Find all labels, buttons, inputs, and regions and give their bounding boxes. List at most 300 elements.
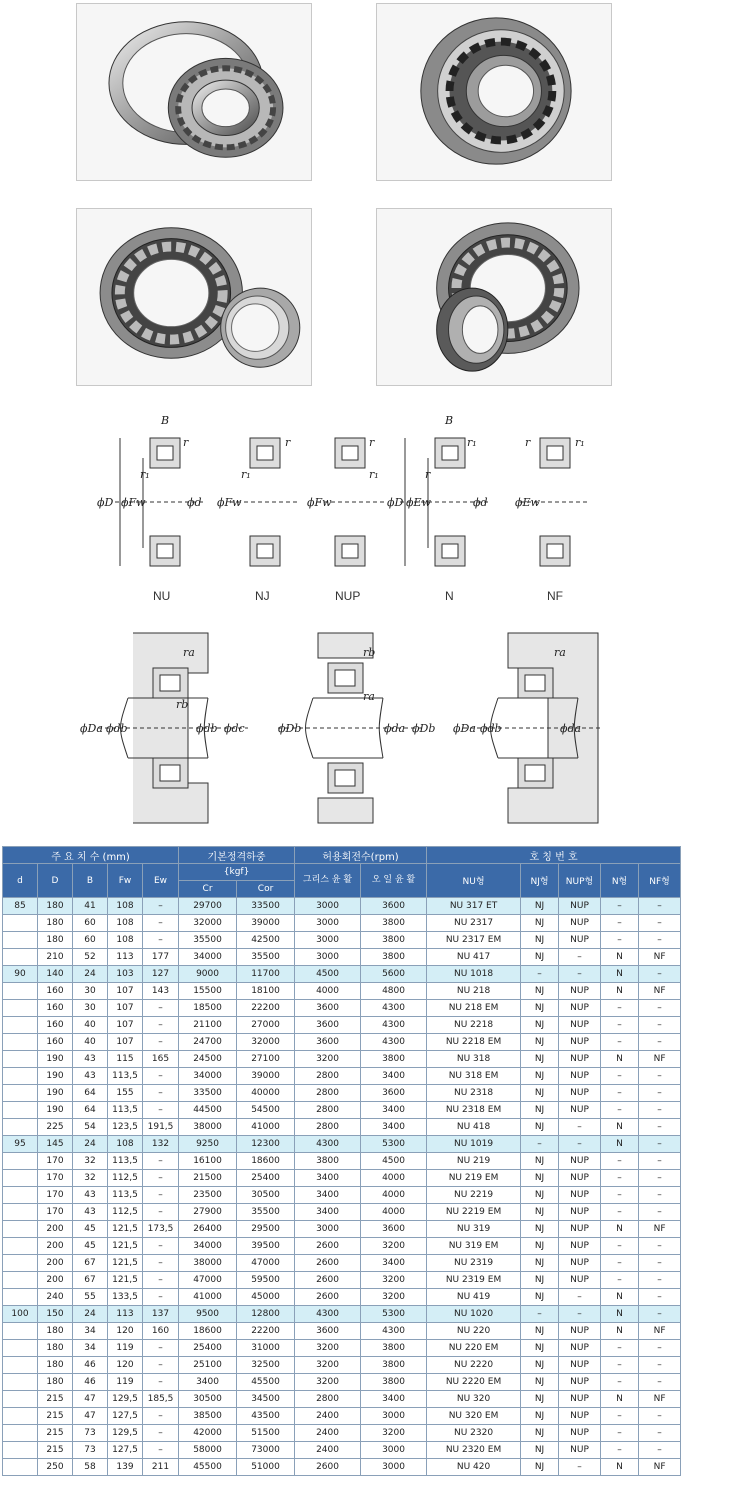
table-cell: NJ — [521, 1238, 559, 1255]
table-cell: – — [601, 1238, 639, 1255]
table-cell: 160 — [38, 1017, 73, 1034]
header-load: 기본정격하중 — [179, 847, 295, 864]
table-cell: 4000 — [361, 1170, 427, 1187]
table-cell: 9500 — [179, 1306, 237, 1323]
table-cell: 190 — [38, 1068, 73, 1085]
table-cell — [3, 1085, 38, 1102]
label-Ew-n: ϕEw — [406, 496, 431, 509]
table-row — [3, 1204, 681, 1221]
table-cell: 35500 — [237, 1204, 295, 1221]
table-cell: 30 — [73, 983, 108, 1000]
table-cell: 113 — [108, 1306, 143, 1323]
table-cell: N — [601, 966, 639, 983]
table-row — [3, 1221, 681, 1238]
table-cell: 29700 — [179, 898, 237, 915]
table-cell: 4300 — [295, 1136, 361, 1153]
table-cell: 95 — [3, 1136, 38, 1153]
table-cell: NJ — [521, 1034, 559, 1051]
table-cell: NJ — [521, 1425, 559, 1442]
table-cell: 140 — [38, 966, 73, 983]
label-da-mid: ϕda — [384, 722, 406, 735]
label-ra-mid: ra — [363, 690, 375, 703]
table-cell: 41000 — [237, 1119, 295, 1136]
table-cell: 33500 — [179, 1085, 237, 1102]
table-cell: – — [601, 1340, 639, 1357]
table-cell — [3, 1204, 38, 1221]
table-cell: NJ — [521, 1204, 559, 1221]
table-cell: NUP — [559, 1374, 601, 1391]
table-cell: 113,5 — [108, 1153, 143, 1170]
table-cell: 4300 — [295, 1306, 361, 1323]
table-cell: 64 — [73, 1085, 108, 1102]
table-cell: 3200 — [295, 1051, 361, 1068]
table-row — [3, 915, 681, 932]
table-cell — [3, 949, 38, 966]
table-cell: 24 — [73, 966, 108, 983]
table-cell: 4000 — [295, 983, 361, 1000]
table-cell: – — [559, 1459, 601, 1476]
col-d: d — [3, 864, 38, 898]
table-cell: – — [639, 1238, 681, 1255]
table-cell: – — [639, 1442, 681, 1459]
table-cell: 127,5 — [108, 1408, 143, 1425]
table-row — [3, 1289, 681, 1306]
table-cell: 4300 — [361, 1323, 427, 1340]
table-cell: NUP — [559, 1034, 601, 1051]
table-cell: 177 — [143, 949, 179, 966]
table-cell: – — [601, 1000, 639, 1017]
label-r-nj: r — [285, 436, 291, 449]
table-cell: NU 2318 EM — [427, 1102, 521, 1119]
table-cell: 173,5 — [143, 1221, 179, 1238]
label-Db-mid: ϕDb — [278, 722, 302, 735]
table-cell: NUP — [559, 932, 601, 949]
col-D: D — [38, 864, 73, 898]
table-cell: 4300 — [361, 1034, 427, 1051]
table-row — [3, 1068, 681, 1085]
table-cell: – — [639, 1170, 681, 1187]
table-cell: 42500 — [237, 932, 295, 949]
table-cell: NJ — [521, 1085, 559, 1102]
table-cell — [3, 1289, 38, 1306]
table-cell — [3, 1221, 38, 1238]
table-cell: 2400 — [295, 1425, 361, 1442]
table-cell: 120 — [108, 1323, 143, 1340]
table-cell: 18600 — [237, 1153, 295, 1170]
table-cell: 35500 — [179, 932, 237, 949]
table-cell: N — [601, 1289, 639, 1306]
table-cell: 3400 — [295, 1204, 361, 1221]
bearing-photo-2 — [376, 3, 612, 181]
table-row — [3, 1272, 681, 1289]
table-cell: 127,5 — [108, 1442, 143, 1459]
col-oil: 오 일 윤 활 — [361, 864, 427, 898]
table-cell: 60 — [73, 915, 108, 932]
table-cell: 3400 — [295, 1187, 361, 1204]
table-cell — [3, 1272, 38, 1289]
table-cell: NU 2220 — [427, 1357, 521, 1374]
table-cell: 40 — [73, 1017, 108, 1034]
table-cell: NJ — [521, 1357, 559, 1374]
table-cell: – — [601, 1068, 639, 1085]
table-cell: 3000 — [361, 1408, 427, 1425]
label-B-n: B — [445, 414, 454, 427]
table-cell: – — [639, 898, 681, 915]
table-cell: NF — [639, 1051, 681, 1068]
table-cell: 51500 — [237, 1425, 295, 1442]
table-cell: – — [601, 1170, 639, 1187]
col-grease: 그리스 윤 활 — [295, 864, 361, 898]
table-cell: 3800 — [361, 1374, 427, 1391]
table-cell: – — [143, 932, 179, 949]
label-d-n: ϕd — [473, 496, 488, 509]
col-NUP: NUP형 — [559, 864, 601, 898]
table-row — [3, 932, 681, 949]
table-cell: – — [639, 1272, 681, 1289]
table-cell: 34 — [73, 1340, 108, 1357]
table-cell: 18100 — [237, 983, 295, 1000]
table-cell: NJ — [521, 983, 559, 1000]
table-cell: – — [143, 1034, 179, 1051]
table-cell: 107 — [108, 1000, 143, 1017]
table-cell: 100 — [3, 1306, 38, 1323]
table-cell: – — [143, 1340, 179, 1357]
table-cell: 112,5 — [108, 1170, 143, 1187]
bearing-photo-1-image — [77, 4, 311, 180]
table-cell: NUP — [559, 1068, 601, 1085]
table-cell: 211 — [143, 1459, 179, 1476]
table-row — [3, 1391, 681, 1408]
table-cell: 64 — [73, 1102, 108, 1119]
table-cell: NJ — [521, 915, 559, 932]
table-cell: NJ — [521, 1170, 559, 1187]
table-cell: NF — [639, 949, 681, 966]
table-cell: 200 — [38, 1238, 73, 1255]
table-cell: – — [639, 1119, 681, 1136]
table-cell: 121,5 — [108, 1238, 143, 1255]
table-cell: N — [601, 1323, 639, 1340]
table-row — [3, 1051, 681, 1068]
table-cell: – — [143, 1017, 179, 1034]
table-cell: NU 2319 EM — [427, 1272, 521, 1289]
col-Ew: Ew — [143, 864, 179, 898]
table-cell: 4300 — [361, 1017, 427, 1034]
table-cell: NF — [639, 1323, 681, 1340]
col-N: N형 — [601, 864, 639, 898]
table-cell: – — [601, 1425, 639, 1442]
table-cell: NU 418 — [427, 1119, 521, 1136]
table-cell: NJ — [521, 1323, 559, 1340]
table-cell — [3, 1051, 38, 1068]
table-cell: 190 — [38, 1102, 73, 1119]
table-row — [3, 1408, 681, 1425]
table-cell: NUP — [559, 1442, 601, 1459]
table-cell: – — [639, 1408, 681, 1425]
header-dims: 주 요 치 수 (mm) — [3, 847, 179, 864]
table-cell: – — [601, 1442, 639, 1459]
table-cell: NJ — [521, 949, 559, 966]
table-cell: 73 — [73, 1425, 108, 1442]
table-cell: NUP — [559, 1255, 601, 1272]
table-cell: 132 — [143, 1136, 179, 1153]
table-cell: 180 — [38, 915, 73, 932]
table-cell: 191,5 — [143, 1119, 179, 1136]
table-cell: N — [601, 1221, 639, 1238]
table-cell: NU 220 EM — [427, 1340, 521, 1357]
table-cell: – — [601, 1017, 639, 1034]
table-cell: NU 2219 EM — [427, 1204, 521, 1221]
table-cell: 240 — [38, 1289, 73, 1306]
table-cell: NJ — [521, 1340, 559, 1357]
table-cell: 145 — [38, 1136, 73, 1153]
table-cell: 180 — [38, 1323, 73, 1340]
table-cell: 170 — [38, 1187, 73, 1204]
table-cell — [3, 915, 38, 932]
table-cell: 133,5 — [108, 1289, 143, 1306]
table-cell: 2600 — [295, 1238, 361, 1255]
table-cell: 34500 — [237, 1391, 295, 1408]
label-Fw-nj: ϕFw — [217, 496, 242, 509]
table-cell: 170 — [38, 1204, 73, 1221]
table-cell: 200 — [38, 1255, 73, 1272]
table-cell: 15500 — [179, 983, 237, 1000]
col-Fw: Fw — [108, 864, 143, 898]
table-cell: NUP — [559, 1000, 601, 1017]
table-cell: 3400 — [361, 1391, 427, 1408]
table-cell: NUP — [559, 1323, 601, 1340]
label-d-nu: ϕd — [187, 496, 202, 509]
table-cell: 21500 — [179, 1170, 237, 1187]
table-cell: NU 2218 EM — [427, 1034, 521, 1051]
table-row — [3, 1374, 681, 1391]
table-cell: – — [601, 1153, 639, 1170]
header-load-unit: {kgf} — [179, 864, 295, 881]
table-cell: 3400 — [361, 1102, 427, 1119]
table-cell: NUP — [559, 1357, 601, 1374]
table-cell: – — [601, 1255, 639, 1272]
bearing-photo-4-image — [377, 209, 611, 385]
table-row — [3, 1340, 681, 1357]
caption-nu: NU — [153, 589, 171, 603]
table-cell: 3200 — [295, 1357, 361, 1374]
table-cell: NUP — [559, 1425, 601, 1442]
table-cell: 2800 — [295, 1085, 361, 1102]
table-cell: 45500 — [237, 1374, 295, 1391]
table-cell: 43 — [73, 1068, 108, 1085]
table-row — [3, 1017, 681, 1034]
table-cell: – — [639, 1187, 681, 1204]
table-cell: N — [601, 1459, 639, 1476]
table-cell: NUP — [559, 1238, 601, 1255]
col-Cor: Cor — [237, 881, 295, 898]
table-cell: – — [639, 1357, 681, 1374]
table-cell: NU 317 ET — [427, 898, 521, 915]
table-cell: 3200 — [295, 1374, 361, 1391]
table-cell: – — [639, 932, 681, 949]
table-cell: 137 — [143, 1306, 179, 1323]
table-cell: – — [639, 1255, 681, 1272]
table-cell — [3, 1459, 38, 1476]
table-cell: 11700 — [237, 966, 295, 983]
table-cell — [3, 1000, 38, 1017]
table-cell: – — [601, 1204, 639, 1221]
table-cell: 2600 — [295, 1255, 361, 1272]
table-cell: 3800 — [295, 1153, 361, 1170]
table-cell — [3, 1187, 38, 1204]
table-cell: – — [601, 1408, 639, 1425]
table-cell: 58000 — [179, 1442, 237, 1459]
table-cell — [3, 1068, 38, 1085]
table-cell: 180 — [38, 932, 73, 949]
table-cell: 47 — [73, 1408, 108, 1425]
table-cell: 215 — [38, 1391, 73, 1408]
table-cell: N — [601, 1306, 639, 1323]
table-cell: – — [639, 1374, 681, 1391]
table-cell — [3, 1340, 38, 1357]
table-cell: NU 1019 — [427, 1136, 521, 1153]
table-cell: 55 — [73, 1289, 108, 1306]
table-cell: NU 2218 — [427, 1017, 521, 1034]
table-cell: – — [143, 1425, 179, 1442]
label-db-left: ϕdb — [106, 722, 128, 735]
table-cell: 3800 — [361, 932, 427, 949]
table-cell: NU 218 — [427, 983, 521, 1000]
table-cell: NU 417 — [427, 949, 521, 966]
table-cell: 4000 — [361, 1204, 427, 1221]
table-cell: 112,5 — [108, 1204, 143, 1221]
table-cell: – — [143, 1170, 179, 1187]
table-cell: – — [601, 932, 639, 949]
bearing-photo-2-image — [377, 4, 611, 180]
table-cell: 39000 — [237, 1068, 295, 1085]
table-cell: – — [601, 898, 639, 915]
table-cell: NUP — [559, 915, 601, 932]
table-cell: 3600 — [295, 1017, 361, 1034]
table-cell: 250 — [38, 1459, 73, 1476]
table-body — [3, 898, 681, 1476]
table-cell: 3800 — [361, 1051, 427, 1068]
table-cell: 180 — [38, 898, 73, 915]
table-cell: 3600 — [361, 1221, 427, 1238]
label-r1-nup: r₁ — [369, 468, 379, 481]
table-cell — [3, 932, 38, 949]
table-cell: 170 — [38, 1153, 73, 1170]
table-cell: 3200 — [361, 1425, 427, 1442]
table-cell: NU 2320 — [427, 1425, 521, 1442]
label-r-nu: r — [183, 436, 189, 449]
label-Ew-nf: ϕEw — [515, 496, 540, 509]
table-cell: NU 2317 EM — [427, 932, 521, 949]
table-cell: 45 — [73, 1221, 108, 1238]
table-cell: 39000 — [237, 915, 295, 932]
col-NU: NU형 — [427, 864, 521, 898]
table-cell: 30 — [73, 1000, 108, 1017]
table-row — [3, 1425, 681, 1442]
table-cell: – — [143, 1238, 179, 1255]
table-cell: – — [639, 1085, 681, 1102]
table-cell: 39500 — [237, 1238, 295, 1255]
table-cell: 27000 — [237, 1017, 295, 1034]
table-cell: NJ — [521, 1255, 559, 1272]
table-cell: NUP — [559, 898, 601, 915]
table-cell: 123,5 — [108, 1119, 143, 1136]
table-cell: NUP — [559, 1221, 601, 1238]
table-cell: 4300 — [361, 1000, 427, 1017]
table-cell: 2400 — [295, 1408, 361, 1425]
table-cell — [3, 983, 38, 1000]
table-cell: – — [143, 1000, 179, 1017]
table-cell: – — [601, 1187, 639, 1204]
table-cell: 24 — [73, 1306, 108, 1323]
table-cell: 3000 — [295, 1221, 361, 1238]
table-cell: – — [559, 1136, 601, 1153]
table-cell: 3800 — [361, 1357, 427, 1374]
table-cell — [3, 1425, 38, 1442]
table-cell: 25100 — [179, 1357, 237, 1374]
table-cell: 30500 — [237, 1187, 295, 1204]
table-cell: – — [143, 1408, 179, 1425]
table-cell: – — [601, 1085, 639, 1102]
table-cell: NUP — [559, 1051, 601, 1068]
table-cell: 44500 — [179, 1102, 237, 1119]
table-cell: – — [639, 1068, 681, 1085]
table-row — [3, 949, 681, 966]
table-cell: 24700 — [179, 1034, 237, 1051]
table-cell: 42000 — [179, 1425, 237, 1442]
table-cell: 3000 — [295, 898, 361, 915]
table-cell: 3200 — [361, 1238, 427, 1255]
table-cell: NJ — [521, 1000, 559, 1017]
table-cell: 3600 — [361, 898, 427, 915]
table-cell: NU 1018 — [427, 966, 521, 983]
label-ra-left: ra — [183, 646, 195, 659]
table-row — [3, 1136, 681, 1153]
table-cell: – — [143, 1204, 179, 1221]
caption-n: N — [445, 589, 454, 603]
table-cell: 129,5 — [108, 1425, 143, 1442]
table-cell: NJ — [521, 1102, 559, 1119]
table-cell: 3200 — [361, 1272, 427, 1289]
table-cell: – — [639, 1289, 681, 1306]
table-cell: – — [639, 1034, 681, 1051]
table-cell: 4800 — [361, 983, 427, 1000]
table-cell: 9000 — [179, 966, 237, 983]
table-cell: 21100 — [179, 1017, 237, 1034]
table-cell: 27100 — [237, 1051, 295, 1068]
table-cell: 113 — [108, 949, 143, 966]
table-cell: 127 — [143, 966, 179, 983]
col-B: B — [73, 864, 108, 898]
table-cell: N — [601, 1136, 639, 1153]
table-cell: NU 420 — [427, 1459, 521, 1476]
table-cell: 85 — [3, 898, 38, 915]
table-cell: 29500 — [237, 1221, 295, 1238]
table-cell: 60 — [73, 932, 108, 949]
table-cell: 190 — [38, 1085, 73, 1102]
table-cell: 34000 — [179, 949, 237, 966]
table-cell: N — [601, 1051, 639, 1068]
table-cell: 33500 — [237, 898, 295, 915]
table-cell: NU 2220 EM — [427, 1374, 521, 1391]
table-cell: 4000 — [361, 1187, 427, 1204]
table-cell: – — [521, 1136, 559, 1153]
table-cell: 129,5 — [108, 1391, 143, 1408]
label-rb-left: rb — [176, 698, 189, 711]
table-cell: – — [639, 1340, 681, 1357]
table-cell: – — [143, 1442, 179, 1459]
bearing-photo-1 — [76, 3, 312, 181]
label-r1-nf: r₁ — [575, 436, 585, 449]
